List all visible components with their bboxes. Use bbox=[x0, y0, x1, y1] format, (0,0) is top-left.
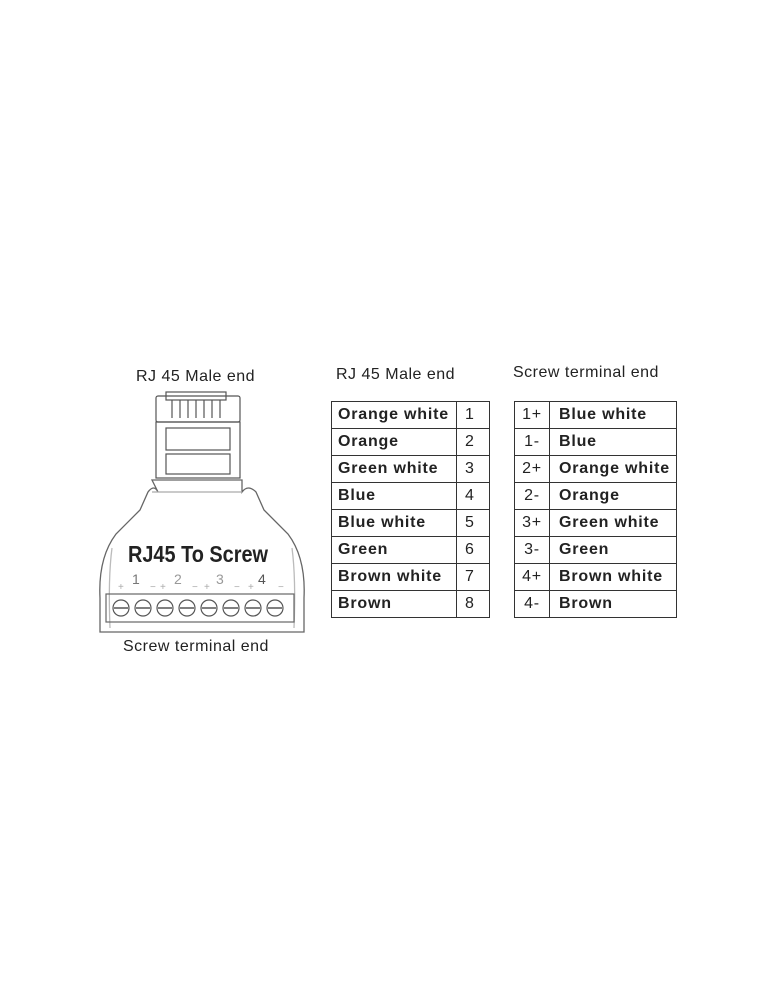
table-row bbox=[515, 456, 677, 483]
pin-number-cell: 4 bbox=[457, 483, 490, 510]
table-row bbox=[332, 564, 490, 591]
terminal-number-3: 3 bbox=[216, 571, 224, 587]
svg-text:+: + bbox=[118, 582, 124, 593]
wire-color-cell: Blue bbox=[332, 483, 457, 510]
table-row bbox=[332, 591, 490, 618]
pin-number-cell: 8 bbox=[457, 591, 490, 618]
wire-color-cell: Green white bbox=[332, 456, 457, 483]
wire-color-cell: Brown white bbox=[550, 564, 677, 591]
table-row bbox=[332, 402, 490, 429]
wire-color-cell: Orange bbox=[550, 483, 677, 510]
wire-color-cell: Brown bbox=[332, 591, 457, 618]
table-row bbox=[332, 483, 490, 510]
table-row bbox=[332, 429, 490, 456]
terminal-label-cell: 2- bbox=[515, 483, 550, 510]
svg-text:+: + bbox=[160, 582, 166, 593]
terminal-label-cell: 2+ bbox=[515, 456, 550, 483]
adapter-title: RJ 45 Male end bbox=[136, 368, 256, 385]
pin-number-cell: 5 bbox=[457, 510, 490, 537]
terminal-label-cell: 4- bbox=[515, 591, 550, 618]
table-row bbox=[515, 564, 677, 591]
svg-text:−: − bbox=[278, 582, 284, 593]
wire-color-cell: Blue white bbox=[332, 510, 457, 537]
table-row bbox=[515, 510, 677, 537]
pin-number-cell: 1 bbox=[457, 402, 490, 429]
wire-color-cell: Green bbox=[332, 537, 457, 564]
terminal-number-1: 1 bbox=[132, 571, 140, 587]
screw-terminal-table bbox=[514, 401, 677, 618]
terminal-label-cell: 1- bbox=[515, 429, 550, 456]
wire-color-cell: Orange white bbox=[550, 456, 677, 483]
adapter-caption: Screw terminal end bbox=[123, 638, 269, 655]
table-row bbox=[332, 456, 490, 483]
svg-text:+: + bbox=[248, 582, 254, 593]
pin-number-cell: 6 bbox=[457, 537, 490, 564]
table-row bbox=[515, 537, 677, 564]
rj45-pin-table bbox=[331, 401, 490, 618]
table-row bbox=[515, 591, 677, 618]
pin-number-cell: 7 bbox=[457, 564, 490, 591]
terminal-label-cell: 1+ bbox=[515, 402, 550, 429]
terminal-number-2: 2 bbox=[174, 571, 182, 587]
wire-color-cell: Blue bbox=[550, 429, 677, 456]
wire-color-cell: Green bbox=[550, 537, 677, 564]
svg-text:−: − bbox=[234, 582, 240, 593]
wire-color-cell: Green white bbox=[550, 510, 677, 537]
svg-text:+: + bbox=[204, 582, 210, 593]
terminal-number-4: 4 bbox=[258, 571, 266, 587]
pin-number-cell: 3 bbox=[457, 456, 490, 483]
wire-color-cell: Brown bbox=[550, 591, 677, 618]
table-row bbox=[332, 537, 490, 564]
terminal-label-cell: 4+ bbox=[515, 564, 550, 591]
table-row bbox=[515, 483, 677, 510]
wire-color-cell: Blue white bbox=[550, 402, 677, 429]
table-row bbox=[515, 429, 677, 456]
table-row bbox=[515, 402, 677, 429]
rj45-to-screw-adapter-illustration bbox=[92, 388, 322, 638]
screw-terminal-strip bbox=[106, 594, 294, 622]
svg-text:−: − bbox=[192, 582, 198, 593]
table-row bbox=[332, 510, 490, 537]
rj45-table-title: RJ 45 Male end bbox=[336, 366, 456, 383]
pin-number-cell: 2 bbox=[457, 429, 490, 456]
screw-table-title: Screw terminal end bbox=[513, 364, 659, 381]
terminal-label-cell: 3- bbox=[515, 537, 550, 564]
adapter-body-label: RJ45 To Screw bbox=[128, 541, 269, 567]
wire-color-cell: Brown white bbox=[332, 564, 457, 591]
svg-text:−: − bbox=[150, 582, 156, 593]
wire-color-cell: Orange white bbox=[332, 402, 457, 429]
wire-color-cell: Orange bbox=[332, 429, 457, 456]
rj45-plug bbox=[156, 392, 240, 478]
terminal-label-cell: 3+ bbox=[515, 510, 550, 537]
